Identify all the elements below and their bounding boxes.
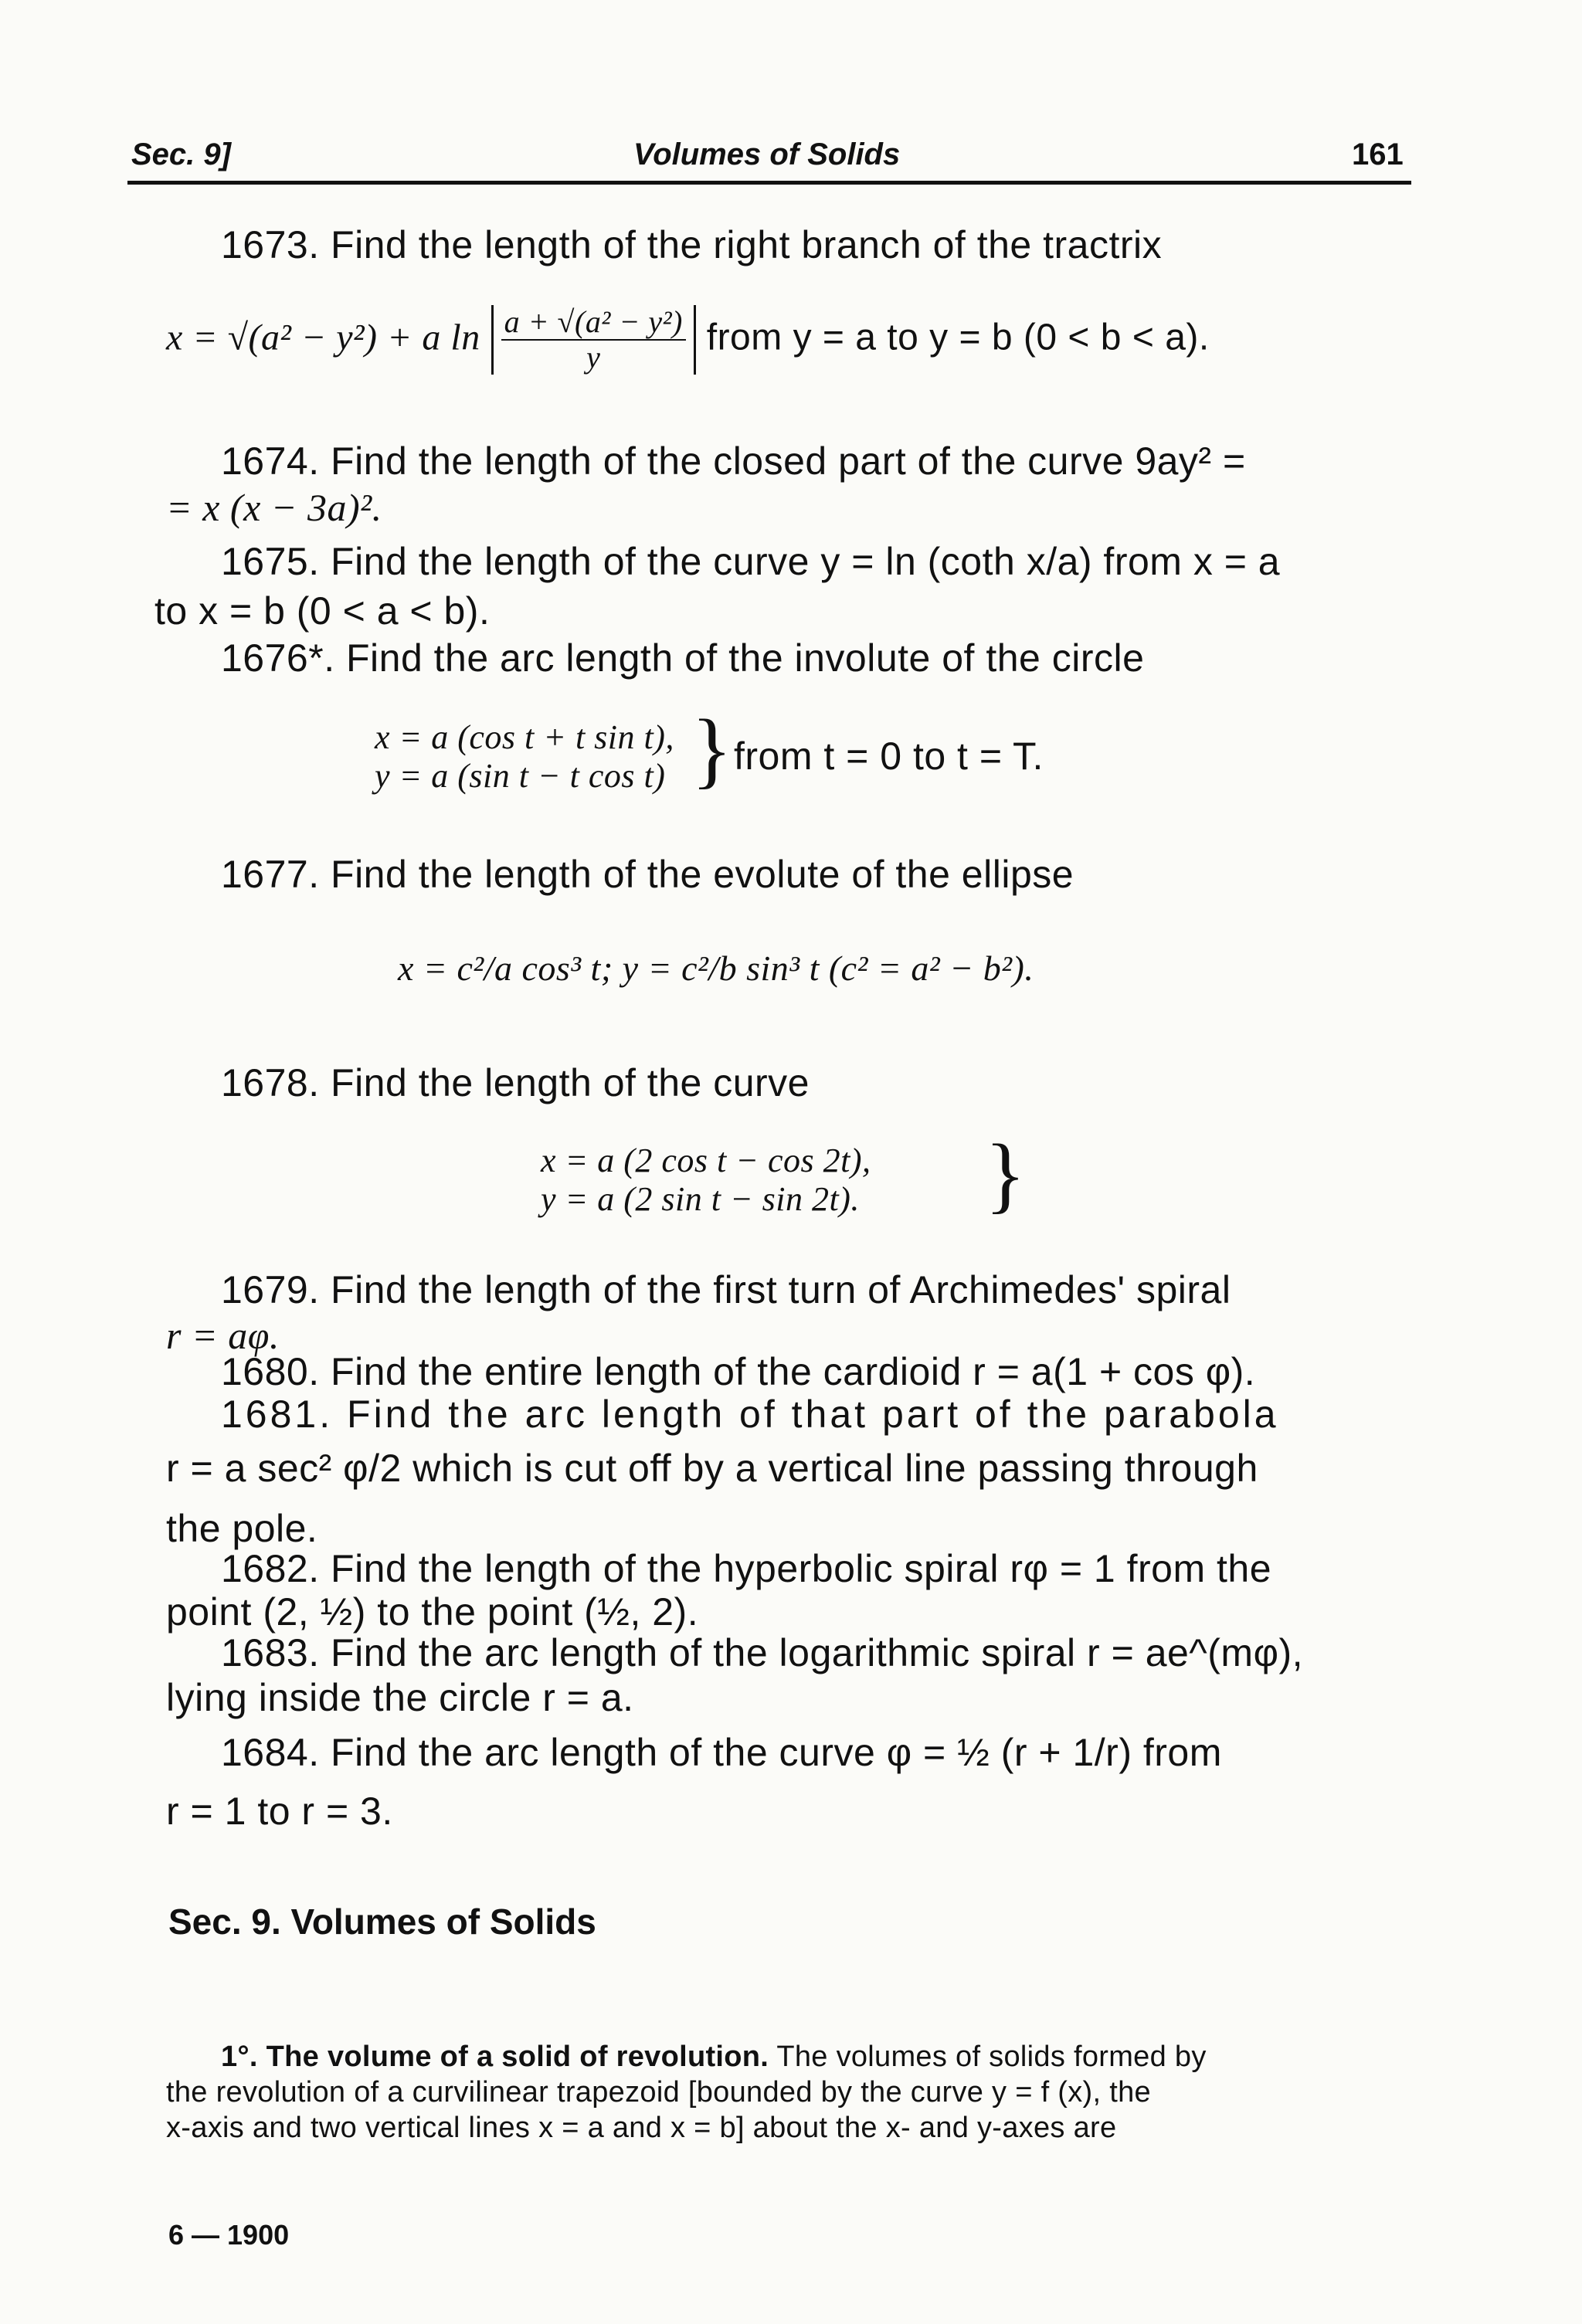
intro-line: x-axis and two vertical lines x = a and x = b] about the x- and y-axes are [166,2112,1117,2144]
fraction-denominator: y [586,340,601,375]
problem-1683 [221,1630,1303,1675]
problem-text: Find the arc length of that part of the parabola [347,1393,1279,1436]
problem-number: 1674. [221,439,320,483]
equation-range: from t = 0 to t = T. [734,735,1044,778]
equation-line: x = c²/a cos³ t; y = c²/b sin³ t (c² = a² − b²). [398,948,1034,988]
problem-1677 [221,852,1074,897]
problem-text: Find the entire length of the cardioid r = a(1 + cos φ). [331,1350,1256,1393]
problem-1683-cont: lying inside the circle r = a. [166,1676,634,1719]
problem-1682-cont: point (2, ½) to the point (½, 2). [166,1590,699,1634]
problem-1675-cont: to x = b (0 < a < b). [154,589,491,633]
problem-1680 [221,1349,1255,1394]
problem-number: 1676*. [221,636,335,680]
intro-lead: 1°. The volume of a solid of revolution. [221,2041,769,2073]
header-rule [127,181,1411,185]
equation-line: y = a (2 sin t − sin 2t). [541,1180,860,1218]
problem-1675 [221,539,1280,584]
problem-number: 1684. [221,1731,320,1774]
running-header [131,137,1410,184]
problem-text: Find the length of the evolute of the ellipse [331,853,1074,896]
problem-1681-cont: the pole. [166,1507,318,1550]
problem-1678 [221,1060,810,1105]
problem-text: Find the length of the right branch of the tractrix [331,223,1163,266]
problem-number: 1682. [221,1547,320,1590]
formula-part: from y = a to y = b (0 < b < a). [706,317,1210,358]
problem-1673 [221,222,1162,267]
intro-line: the revolution of a curvilinear trapezoid [bounded by the curve y = f (x), the [166,2076,1151,2109]
problem-1684 [221,1730,1222,1775]
problem-number: 1677. [221,853,320,896]
problem-number: 1680. [221,1350,320,1393]
problem-text: Find the arc length of the involute of the circle [346,636,1145,680]
problem-1674 [221,439,1246,483]
problem-text: Find the length of the curve [331,1061,810,1104]
problem-number: 1679. [221,1268,320,1311]
problem-text: Find the arc length of the curve φ = ½ (r + 1/r) from [331,1731,1222,1774]
intro-line [221,2039,1207,2075]
problem-1674-cont: = x (x − 3a)². [166,486,382,529]
equation-line: y = a (sin t − t cos t) [375,757,666,795]
equation-line: x = a (2 cos t − cos 2t), [541,1142,871,1179]
section-heading: Sec. 9. Volumes of Solids [168,1902,596,1942]
problem-1679-cont: r = aφ. [166,1314,280,1357]
problem-1681 [221,1392,1279,1437]
problem-text: Find the length of the first turn of Archimedes' spiral [331,1268,1231,1311]
header-title: Volumes of Solids [633,137,901,171]
header-page-number: 161 [1352,137,1404,171]
problem-1679 [221,1267,1231,1312]
problem-number: 1681. [221,1393,334,1436]
problem-text: Find the length of the closed part of the curve 9ay² = [331,439,1246,483]
right-brace: } [691,702,732,796]
problem-1673-formula [166,305,1210,375]
printer-signature: 6 — 1900 [168,2219,290,2251]
header-section: Sec. 9] [131,137,231,171]
problem-number: 1673. [221,223,320,266]
problem-1676 [221,636,1144,680]
formula-part: x = √(a² − y²) + a ln [166,317,480,358]
problem-number: 1683. [221,1631,320,1674]
abs-fraction [491,305,696,375]
problem-1684-cont: r = 1 to r = 3. [166,1790,393,1833]
intro-text: The volumes of solids formed by [776,2041,1207,2073]
problem-1682 [221,1546,1271,1591]
fraction-numerator: a + √(a² − y²) [501,305,686,341]
right-brace: } [985,1127,1026,1221]
problem-text: Find the arc length of the logarithmic spiral r = ae^(mφ), [331,1631,1304,1674]
problem-text: Find the length of the curve y = ln (coth x/a) from x = a [331,540,1281,583]
problem-number: 1678. [221,1061,320,1104]
problem-number: 1675. [221,540,320,583]
equation-line: x = a (cos t + t sin t), [375,718,674,756]
problem-1681-cont: r = a sec² φ/2 which is cut off by a vertical line passing through [166,1447,1258,1490]
problem-text: Find the length of the hyperbolic spiral rφ = 1 from the [331,1547,1272,1590]
